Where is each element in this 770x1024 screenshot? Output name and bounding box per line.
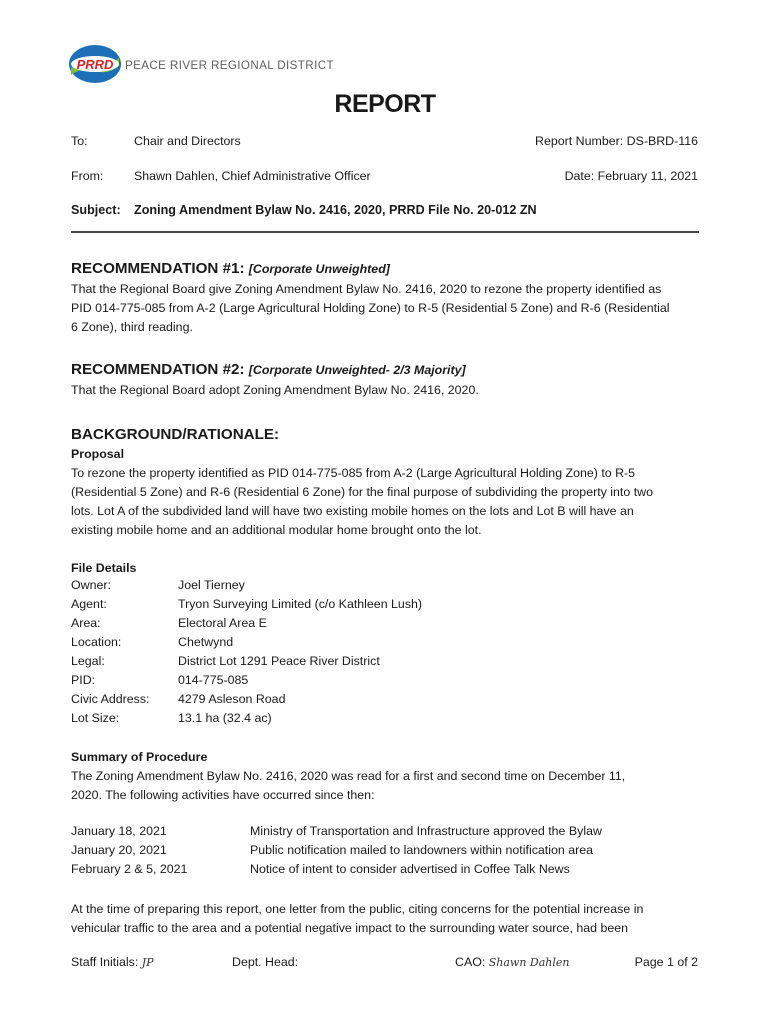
rec1-qualifier: [Corporate Unweighted]: [248, 262, 390, 276]
procedure-line-1: The Zoning Amendment Bylaw No. 2416, 2020 was read for a first and second time on December 11,: [71, 769, 626, 783]
closing-line-1: At the time of preparing this report, one letter from the public, citing concerns for the potential increase in: [71, 902, 644, 916]
file-detail-value: Chetwynd: [178, 635, 234, 649]
subject-value: Zoning Amendment Bylaw No. 2416, 2020, PRRD File No. 20-012 ZN: [134, 203, 537, 217]
file-detail-value: Electoral Area E: [178, 616, 267, 630]
rec1-line-1: That the Regional Board give Zoning Amendment Bylaw No. 2416, 2020 to rezone the property identified as: [71, 282, 662, 296]
proposal-line-2: (Residential 5 Zone) and R-6 (Residential 6 Zone) for the final purpose of subdividing the property into two: [71, 485, 653, 499]
proposal-line-1: To rezone the property identified as PID 014-775-085 from A-2 (Large Agricultural Holding Zone) to R-5: [71, 466, 636, 480]
dept-head-label: Dept. Head:: [232, 955, 299, 969]
to-value: Chair and Directors: [134, 134, 241, 148]
cao-label: CAO:: [455, 955, 486, 969]
file-detail-label: Lot Size:: [71, 711, 120, 725]
cao-signature: Shawn Dahlen: [488, 956, 570, 969]
file-detail-value: 4279 Asleson Road: [178, 692, 286, 706]
procedure-heading: Summary of Procedure: [71, 750, 208, 764]
file-detail-label: Agent:: [71, 597, 107, 611]
procedure-line-2: 2020. The following activities have occurred since then:: [71, 788, 375, 802]
logo-text: PRRD: [76, 57, 114, 72]
rec2-text: That the Regional Board adopt Zoning Amendment Bylaw No. 2416, 2020.: [71, 383, 479, 397]
event-date: February 2 & 5, 2021: [71, 862, 188, 876]
closing-line-2: vehicular traffic to the area and a potential negative impact to the surrounding water source, had been: [71, 921, 629, 935]
event-date: January 18, 2021: [71, 824, 167, 838]
prrd-logo: [68, 44, 122, 84]
staff-initials: [71, 955, 154, 969]
cao-field: [455, 955, 570, 969]
rec2-qualifier: [Corporate Unweighted- 2/3 Majority]: [248, 363, 466, 377]
event-text: Ministry of Transportation and Infrastructure approved the Bylaw: [250, 824, 602, 838]
rec1-line-2: PID 014-775-085 from A-2 (Large Agricultural Holding Zone) to R-5 (Residential 5 Zone) and R-6 (Residential: [71, 301, 670, 315]
file-detail-value: 014-775-085: [178, 673, 249, 687]
file-detail-value: Joel Tierney: [178, 578, 245, 592]
file-detail-label: PID:: [71, 673, 96, 687]
file-detail-label: Owner:: [71, 578, 111, 592]
rec1-heading-text: RECOMMENDATION #1:: [71, 260, 245, 277]
subject-label: Subject:: [71, 203, 121, 217]
header-divider: [71, 231, 699, 233]
file-detail-value: Tryon Surveying Limited (c/o Kathleen Lush): [178, 597, 423, 611]
proposal-line-4: existing mobile home and an additional modular home brought onto the lot.: [71, 523, 482, 537]
file-detail-value: 13.1 ha (32.4 ac): [178, 711, 272, 725]
report-date: Date: February 11, 2021: [564, 169, 698, 183]
staff-initials-label: Staff Initials:: [71, 955, 139, 969]
from-label: From:: [71, 169, 104, 183]
event-text: Public notification mailed to landowners within notification area: [250, 843, 593, 857]
staff-initials-signature: JP: [141, 956, 154, 969]
file-detail-label: Location:: [71, 635, 122, 649]
rec2-heading-text: RECOMMENDATION #2:: [71, 361, 245, 378]
file-detail-value: District Lot 1291 Peace River District: [178, 654, 380, 668]
background-heading: BACKGROUND/RATIONALE:: [71, 426, 280, 443]
file-detail-label: Civic Address:: [71, 692, 150, 706]
event-date: January 20, 2021: [71, 843, 167, 857]
rec1-line-3: 6 Zone), third reading.: [71, 320, 193, 334]
file-detail-label: Legal:: [71, 654, 105, 668]
recommendation-1-heading: [71, 260, 390, 277]
page-number: Page 1 of 2: [634, 955, 698, 969]
recommendation-2-heading: [71, 361, 466, 378]
report-title: REPORT: [334, 90, 436, 118]
proposal-heading: Proposal: [71, 447, 125, 461]
file-detail-label: Area:: [71, 616, 101, 630]
event-text: Notice of intent to consider advertised in Coffee Talk News: [250, 862, 570, 876]
report-number: Report Number: DS-BRD-116: [535, 134, 698, 148]
proposal-line-3: lots. Lot A of the subdivided land will have two existing mobile homes on the lots and Lot B will have an: [71, 504, 634, 518]
org-name: PEACE RIVER REGIONAL DISTRICT: [125, 59, 334, 72]
file-details-heading: File Details: [71, 561, 137, 575]
subject-line: [71, 203, 537, 217]
from-value: Shawn Dahlen, Chief Administrative Officer: [134, 169, 371, 183]
to-label: To:: [71, 134, 88, 148]
